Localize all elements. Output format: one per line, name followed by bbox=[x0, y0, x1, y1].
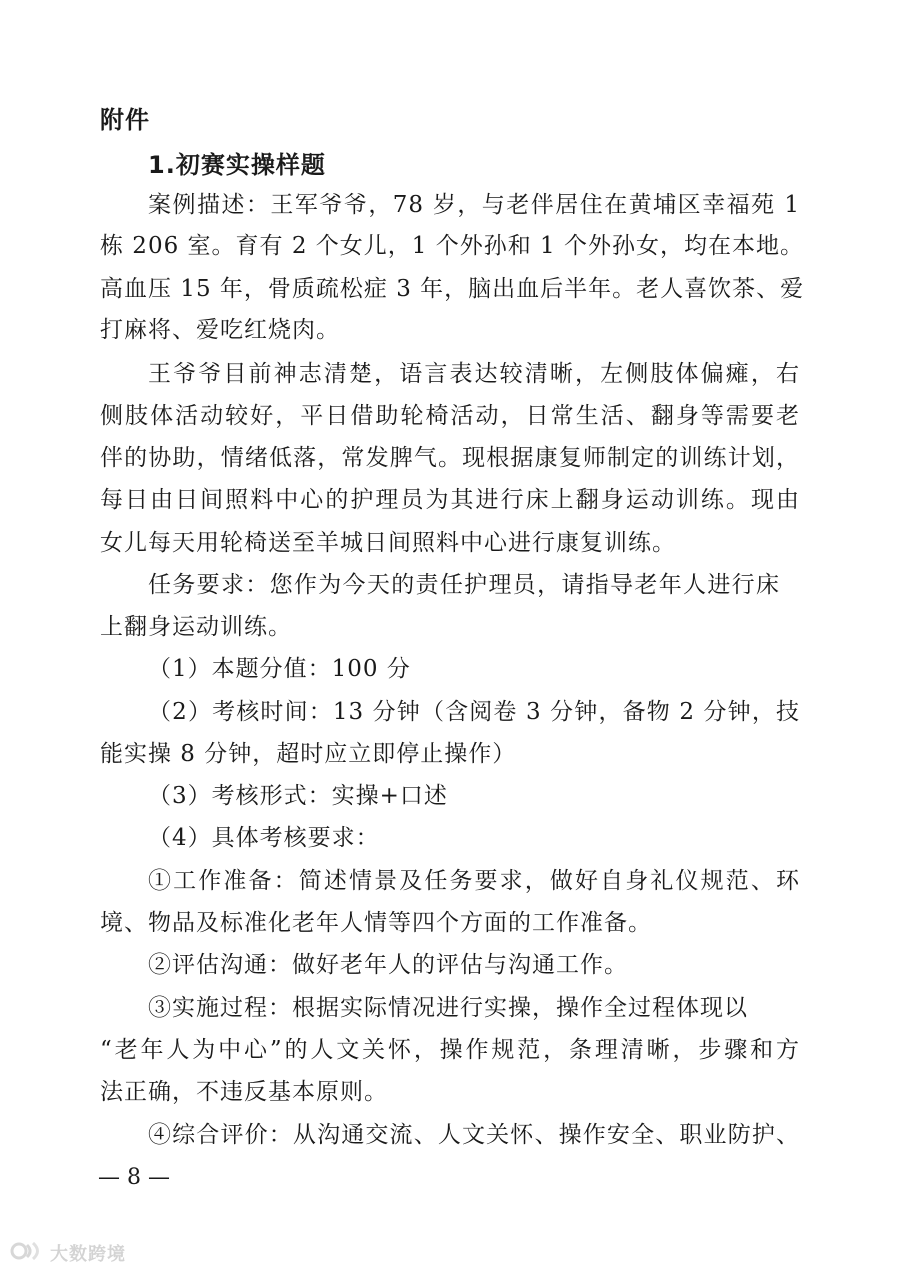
page-number: — 8 — bbox=[98, 1165, 170, 1190]
brand-logo-icon bbox=[10, 1240, 44, 1266]
body-line: 每日由日间照料中心的护理员为其进行床上翻身运动训练。现由 bbox=[100, 487, 800, 513]
body-line: 任务要求：您作为今天的责任护理员，请指导老年人进行床 bbox=[148, 572, 780, 598]
body-line: ④综合评价：从沟通交流、人文关怀、操作安全、职业防护、 bbox=[148, 1122, 800, 1148]
body-line: 案例描述：王军爷爷，78 岁，与老伴居住在黄埔区幸福苑 1 bbox=[148, 192, 800, 218]
body-line: “老年人为中心”的人文关怀，操作规范，条理清晰，步骤和方 bbox=[100, 1037, 800, 1063]
body-line: 高血压 15 年，骨质疏松症 3 年，脑出血后半年。老人喜饮茶、爱 bbox=[100, 276, 805, 302]
body-line: 能实操 8 分钟，超时应立即停止操作） bbox=[100, 741, 517, 767]
body-line: （1）本题分值：100 分 bbox=[148, 656, 411, 682]
attachment-heading: 附件 bbox=[100, 106, 150, 134]
body-line: 伴的协助，情绪低落，常发脾气。现根据康复师制定的训练计划， bbox=[100, 445, 800, 471]
body-line: 打麻将、爱吃红烧肉。 bbox=[100, 317, 340, 343]
body-line: （4）具体考核要求： bbox=[148, 825, 380, 851]
body-line: （3）考核形式：实操+口述 bbox=[148, 783, 448, 809]
body-line: 王爷爷目前神志清楚，语言表达较清晰，左侧肢体偏瘫，右 bbox=[148, 361, 800, 387]
body-line: 境、物品及标准化老年人情等四个方面的工作准备。 bbox=[100, 910, 652, 936]
body-line: 女儿每天用轮椅送至羊城日间照料中心进行康复训练。 bbox=[100, 530, 676, 556]
watermark bbox=[10, 1240, 126, 1266]
body-line: ③实施过程：根据实际情况进行实操，操作全过程体现以 bbox=[148, 995, 748, 1021]
body-line: （2）考核时间：13 分钟（含阅卷 3 分钟，备物 2 分钟，技 bbox=[148, 699, 800, 725]
section-title: 1.初赛实操样题 bbox=[148, 151, 326, 179]
body-line: 上翻身运动训练。 bbox=[100, 614, 292, 640]
watermark-text: 大数跨境 bbox=[50, 1244, 126, 1265]
body-line: 栋 206 室。育有 2 个女儿，1 个外孙和 1 个外孙女，均在本地。 bbox=[100, 233, 804, 259]
body-line: ②评估沟通：做好老年人的评估与沟通工作。 bbox=[148, 952, 628, 978]
body-line: ①工作准备：简述情景及任务要求，做好自身礼仪规范、环 bbox=[148, 868, 800, 894]
body-line: 法正确，不违反基本原则。 bbox=[100, 1079, 388, 1105]
body-line: 侧肢体活动较好，平日借助轮椅活动，日常生活、翻身等需要老 bbox=[100, 403, 800, 429]
